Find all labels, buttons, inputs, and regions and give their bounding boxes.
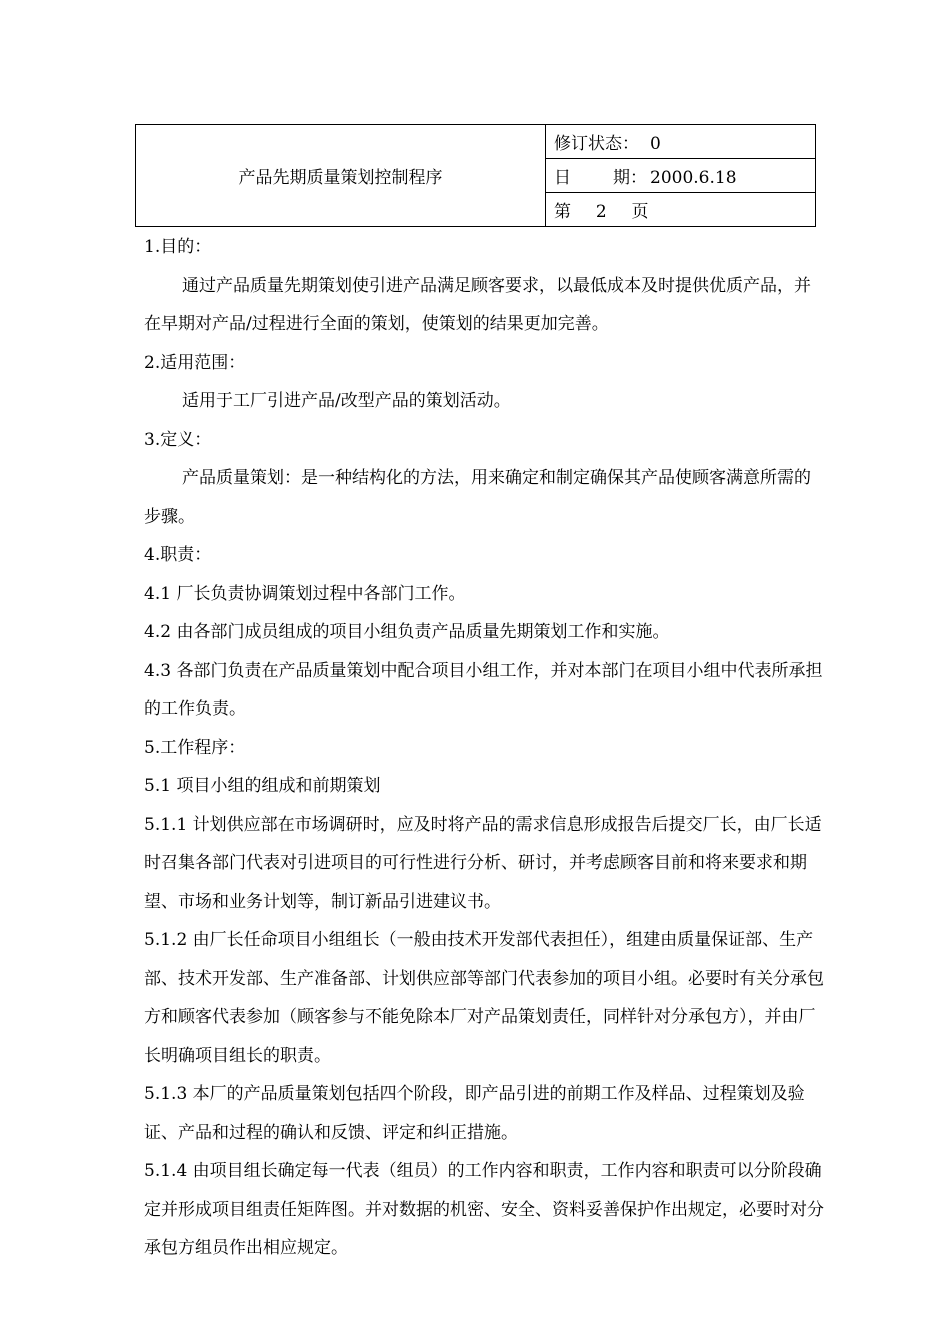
body-paragraph: 产品质量策划：是一种结构化的方法，用来确定和制定确保其产品使顾客满意所需的步骤。 xyxy=(144,468,811,527)
page-suffix: 页 xyxy=(631,202,649,222)
body-paragraph: 2.适用范围： xyxy=(144,352,246,373)
page-prefix: 第 xyxy=(554,202,571,222)
body-paragraph: 通过产品质量先期策划使引进产品满足顾客要求，以最低成本及时提供优质产品，并在早期对产品/过程进行全面的策划，使策划的结果更加完善。 xyxy=(144,275,811,334)
document-body xyxy=(144,228,824,1268)
body-paragraph: 4.1 厂长负责协调策划过程中各部门工作。 xyxy=(144,583,466,604)
date-label xyxy=(554,163,650,188)
body-paragraph: 1.目的： xyxy=(144,237,212,257)
body-paragraph: 4.职责： xyxy=(144,545,212,565)
body-paragraph: 3.定义： xyxy=(144,429,212,450)
date-label-b: 期： xyxy=(613,168,647,188)
revision-status-value: 0 xyxy=(650,134,661,154)
body-paragraph: 4.2 由各部门成员组成的项目小组负责产品质量先期策划工作和实施。 xyxy=(144,622,670,642)
document-title: 产品先期质量策划控制程序 xyxy=(136,125,546,227)
date-value: 2000.6.18 xyxy=(650,168,737,188)
revision-status-cell xyxy=(546,125,816,159)
body-paragraph: 5.1.1 计划供应部在市场调研时，应及时将产品的需求信息形成报告后提交厂长，由厂长适时召集各部门代表对引进项目的可行性进行分析、研讨，并考虑顾客目前和将来要求和期望、市场和业务计划等，制订新品引进建议书。 xyxy=(144,814,822,912)
body-paragraph: 适用于工厂引进产品/改型产品的策划活动。 xyxy=(182,391,511,411)
page-number-value: 2 xyxy=(595,202,607,222)
page-number-cell xyxy=(546,193,816,227)
body-paragraph: 5.1 项目小组的组成和前期策划 xyxy=(144,776,381,796)
document-header-table xyxy=(135,124,816,227)
body-paragraph: 4.3 各部门负责在产品质量策划中配合项目小组工作，并对本部门在项目小组中代表所承担的工作负责。 xyxy=(144,660,823,719)
body-paragraph: 5.1.4 由项目组长确定每一代表（组员）的工作内容和职责，工作内容和职责可以分阶段确定并形成项目组责任矩阵图。并对数据的机密、安全、资料妥善保护作出规定，必要时对分承包方组员作出相应规定。 xyxy=(144,1161,824,1258)
date-label-a: 日 xyxy=(554,168,571,188)
body-paragraph: 5.1.2 由厂长任命项目小组组长（一般由技术开发部代表担任），组建由质量保证部、生产部、技术开发部、生产准备部、计划供应部等部门代表参加的项目小组。必要时有关分承包方和顾客代表参加（顾客参与不能免除本厂对产品策划责任，同样针对分承包方），并由厂长明确项目组长的职责。 xyxy=(144,930,824,1066)
body-paragraph: 5.1.3 本厂的产品质量策划包括四个阶段，即产品引进的前期工作及样品、过程策划及验证、产品和过程的确认和反馈、评定和纠正措施。 xyxy=(144,1084,805,1143)
body-paragraph: 5.工作程序： xyxy=(144,737,246,758)
revision-status-label: 修订状态： xyxy=(554,134,639,154)
date-cell xyxy=(546,159,816,193)
